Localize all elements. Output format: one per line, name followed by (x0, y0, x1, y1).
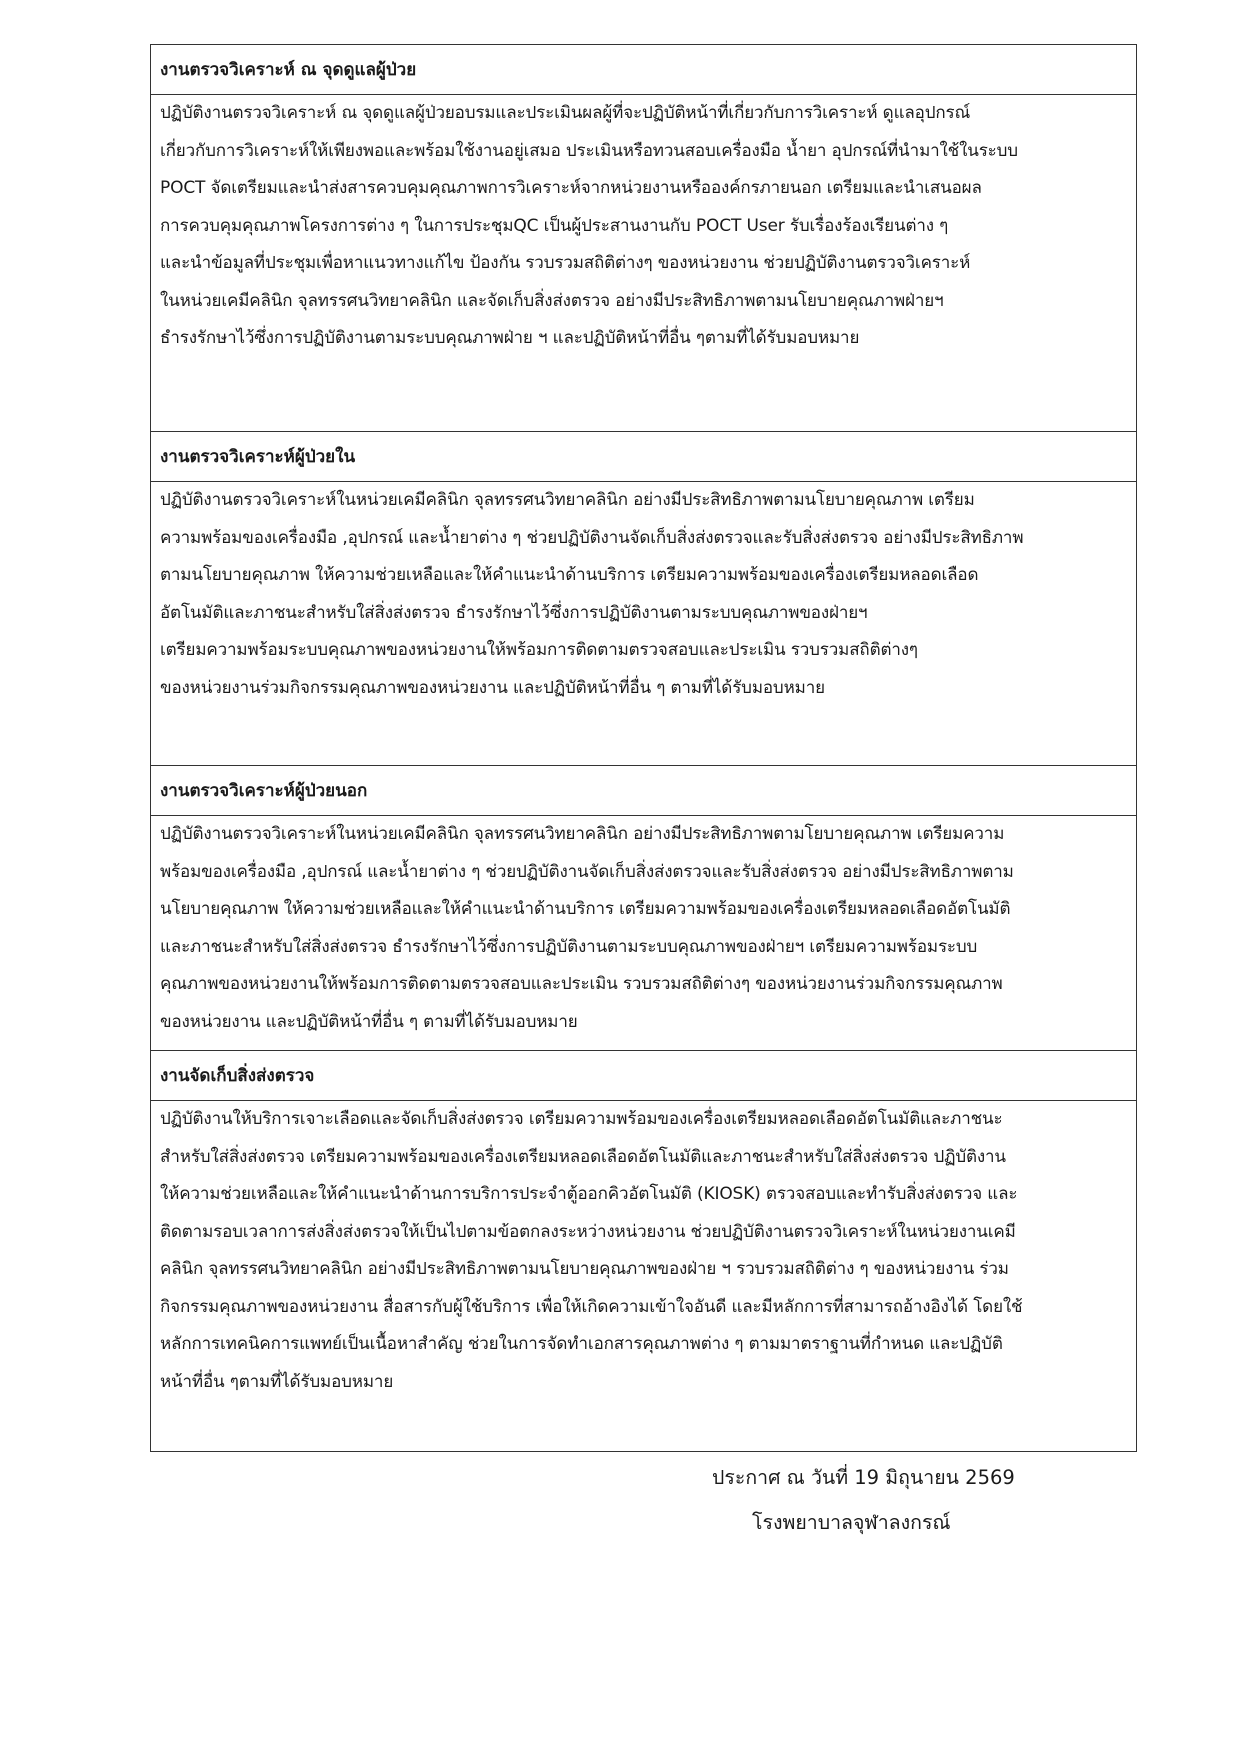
description-line: ปฏิบัติงานให้บริการเจาะเลือดและจัดเก็บสิ่งส่งตรวจ เตรียมความพร้อมของเครื่องเตรียมหลอดเลือดอัตโนมัติและภาชนะ (160, 1109, 1003, 1129)
description-line: ปฏิบัติงานตรวจวิเคราะห์ในหน่วยเคมีคลินิก จุลทรรศนวิทยาคลินิก อย่างมีประสิทธิภาพตามโยบายคุณภาพ เตรียมความ (160, 824, 1005, 844)
document-sheet (150, 44, 1137, 1452)
description-line: สำหรับใส่สิ่งส่งตรวจ เตรียมความพร้อมของเครื่องเตรียมหลอดเลือดอัตโนมัติและภาชนะสำหรับใส่สิ่งส่งตรวจ ปฏิบัติงาน (160, 1146, 1006, 1167)
section-header-row (151, 1051, 1137, 1101)
description-line: ความพร้อมของเครื่องมือ ,อุปกรณ์ และน้ำยาต่าง ๆ ช่วยปฏิบัติงานจัดเก็บสิ่งส่งตรวจและรับสิ่งส่งตรวจ อย่างมีประสิทธิภาพ (160, 527, 1024, 548)
description-line: หลักการเทคนิคการแพทย์เป็นเนื้อหาสำคัญ ช่วยในการจัดทำเอกสารคุณภาพต่าง ๆ ตามมาตราฐานที่กำหนด และปฏิบัติ (160, 1334, 1003, 1354)
section-header-row (151, 45, 1137, 95)
description-line: และนำข้อมูลที่ประชุมเพื่อหาแนวทางแก้ไข ป้องกัน รวบรวมสถิติต่างๆ ของหน่วยงาน ช่วยปฏิบัติงานตรวจวิเคราะห์ (160, 253, 971, 273)
description-line: กิจกรรมคุณภาพของหน่วยงาน สื่อสารกับผู้ใช้บริการ เพื่อให้เกิดความเข้าใจอันดี และมีหลักการที่สามารถอ้างอิงได้ โดยใช้ (160, 1296, 1023, 1317)
announcement-date: ประกาศ ณ วันที่ 19 มิถุนายน 2569 (712, 1466, 1015, 1489)
description-line: ให้ความช่วยเหลือและให้คำแนะนำด้านการบริการประจำตู้ออกคิวอัตโนมัติ (KIOSK) ตรวจสอบและทำรับสิ่งส่งตรวจ และ (160, 1184, 1018, 1204)
description-line: ของหน่วยงาน และปฏิบัติหน้าที่อื่น ๆ ตามที่ได้รับมอบหมาย (160, 1011, 578, 1032)
description-line: หน้าที่อื่น ๆตามที่ได้รับมอบหมาย (160, 1371, 394, 1392)
job-duties-table-body (151, 45, 1137, 1452)
description-line: อัตโนมัติและภาชนะสำหรับใส่สิ่งส่งตรวจ ธำรงรักษาไว้ซึ่งการปฏิบัติงานตามระบบคุณภาพของฝ่ายฯ (160, 602, 868, 623)
section-title: งานตรวจวิเคราะห์ผู้ป่วยใน (151, 432, 1137, 482)
description-line: นโยบายคุณภาพ ให้ความช่วยเหลือและให้คำแนะนำด้านบริการ เตรียมความพร้อมของเครื่องเตรียมหลอดเลือดอัตโนมัติ (160, 899, 1011, 919)
description-line: เกี่ยวกับการวิเคราะห์ให้เพียงพอและพร้อมใช้งานอยู่เสมอ ประเมินหรือทวนสอบเครื่องมือ น้ำยา อุปกรณ์ที่นำมาใช้ในระบบ (160, 140, 1018, 161)
section-title: งานตรวจวิเคราะห์ ณ จุดดูแลผู้ป่วย (151, 45, 1137, 95)
section-description (151, 95, 1137, 432)
organization-name: โรงพยาบาลจุฬาลงกรณ์ (752, 1511, 951, 1534)
description-line: POCT จัดเตรียมและนำส่งสารควบคุมคุณภาพการวิเคราะห์จากหน่วยงานหรือองค์กรภายนอก เตรียมและนำเสนอผล (160, 178, 982, 198)
description-line: คลินิก จุลทรรศนวิทยาคลินิก อย่างมีประสิทธิภาพตามนโยบายคุณภาพของฝ่าย ฯ รวบรวมสถิติต่าง ๆ ของหน่วยงาน ร่วม (160, 1259, 1009, 1279)
description-line: ในหน่วยเคมีคลินิก จุลทรรศนวิทยาคลินิก และจัดเก็บสิ่งส่งตรวจ อย่างมีประสิทธิภาพตามนโยบายคุณภาพฝ่ายฯ (160, 290, 944, 311)
section-header-row (151, 766, 1137, 816)
section-body-row (151, 1101, 1137, 1452)
section-body-row (151, 95, 1137, 432)
section-description (151, 816, 1137, 1051)
section-title: งานตรวจวิเคราะห์ผู้ป่วยนอก (151, 766, 1137, 816)
section-title: งานจัดเก็บสิ่งส่งตรวจ (151, 1051, 1137, 1101)
description-line: ปฏิบัติงานตรวจวิเคราะห์ในหน่วยเคมีคลินิก จุลทรรศนวิทยาคลินิก อย่างมีประสิทธิภาพตามนโยบายคุณภาพ เตรียม (160, 490, 975, 510)
description-line: และภาชนะสำหรับใส่สิ่งส่งตรวจ ธำรงรักษาไว้ซึ่งการปฏิบัติงานตามระบบคุณภาพของฝ่ายฯ เตรียมความพร้อมระบบ (160, 936, 978, 957)
section-body-row (151, 816, 1137, 1051)
description-line: เตรียมความพร้อมระบบคุณภาพของหน่วยงานให้พร้อมการติดตามตรวจสอบและประเมิน รวบรวมสถิติต่างๆ (160, 640, 918, 660)
description-line: คุณภาพของหน่วยงานให้พร้อมการติดตามตรวจสอบและประเมิน รวบรวมสถิติต่างๆ ของหน่วยงานร่วมกิจกรรมคุณภาพ (160, 974, 1003, 994)
section-body-row (151, 482, 1137, 766)
description-line: ธำรงรักษาไว้ซึ่งการปฏิบัติงานตามระบบคุณภาพฝ่าย ฯ และปฏิบัติหน้าที่อื่น ๆตามที่ได้รับมอบหมาย (160, 328, 860, 348)
description-line: ปฏิบัติงานตรวจวิเคราะห์ ณ จุดดูแลผู้ป่วยอบรมและประเมินผลผู้ที่จะปฏิบัติหน้าที่เกี่ยวกับการวิเคราะห์ ดูแลอุปกรณ์ (160, 103, 971, 123)
job-duties-table (150, 44, 1137, 1452)
description-line: พร้อมของเครื่องมือ ,อุปกรณ์ และน้ำยาต่าง ๆ ช่วยปฏิบัติงานจัดเก็บสิ่งส่งตรวจและรับสิ่งส่งตรวจ อย่างมีประสิทธิภาพตาม (160, 861, 1014, 882)
description-line: การควบคุมคุณภาพโครงการต่าง ๆ ในการประชุมQC เป็นผู้ประสานงานกับ POCT User รับเรื่องร้องเรียนต่าง ๆ (160, 215, 949, 236)
description-line: ตามนโยบายคุณภาพ ให้ความช่วยเหลือและให้คำแนะนำด้านบริการ เตรียมความพร้อมของเครื่องเตรียมหลอดเลือด (160, 565, 979, 585)
description-line: ติดตามรอบเวลาการส่งสิ่งส่งตรวจให้เป็นไปตามข้อตกลงระหว่างหน่วยงาน ช่วยปฏิบัติงานตรวจวิเคราะห์ในหน่วยงานเคมี (160, 1221, 1016, 1242)
section-description (151, 482, 1137, 766)
section-description (151, 1101, 1137, 1452)
description-line: ของหน่วยงานร่วมกิจกรรมคุณภาพของหน่วยงาน และปฏิบัติหน้าที่อื่น ๆ ตามที่ได้รับมอบหมาย (160, 677, 825, 698)
section-header-row (151, 432, 1137, 482)
